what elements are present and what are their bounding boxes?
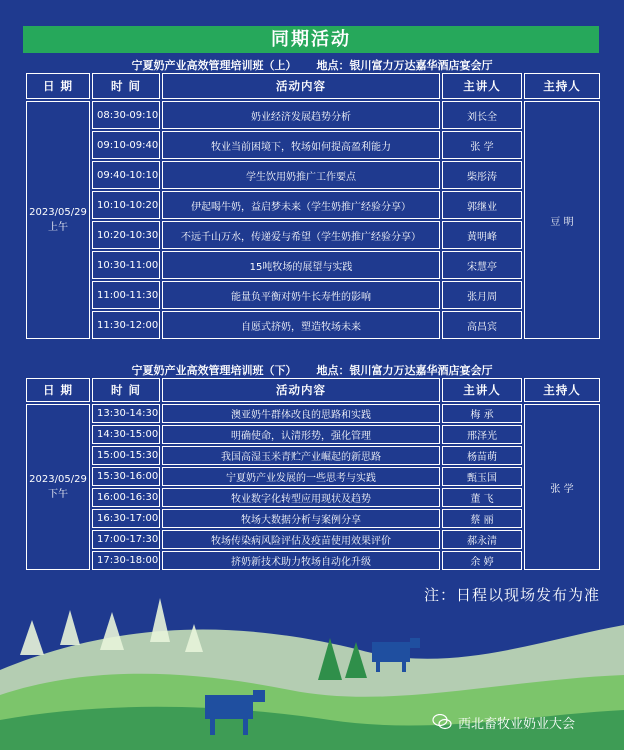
table-row xyxy=(26,311,600,339)
table-row xyxy=(26,161,600,189)
topic-cell: 我国高湿玉米青贮产业崛起的新思路 xyxy=(162,446,440,465)
wechat-icon xyxy=(432,714,452,730)
date-text: 2023/05/29 xyxy=(29,474,87,485)
topic-cell: 挤奶新技术助力牧场自动化升级 xyxy=(162,551,440,570)
time-cell: 15:30-16:00 xyxy=(92,467,160,486)
time-cell: 09:10-09:40 xyxy=(92,131,160,159)
session2-heading: 宁夏奶产业高效管理培训班（下） xyxy=(131,364,297,377)
time-cell: 17:00-17:30 xyxy=(92,530,160,549)
speaker-cell: 高昌宾 xyxy=(442,311,522,339)
topic-cell: 能量负平衡对奶牛长寿性的影响 xyxy=(162,281,440,309)
header-speaker: 主讲人 xyxy=(442,378,522,402)
table-row xyxy=(26,446,600,465)
topic-cell: 牧业数字化转型应用现状及趋势 xyxy=(162,488,440,507)
session1-heading: 宁夏奶产业高效管理培训班（上） xyxy=(131,59,297,72)
topic-cell: 牧场传染病风险评估及疫苗使用效果评价 xyxy=(162,530,440,549)
header-date: 日 期 xyxy=(26,378,90,402)
table-header-row xyxy=(26,378,600,402)
table-row xyxy=(26,101,600,129)
time-cell: 11:30-12:00 xyxy=(92,311,160,339)
time-cell: 14:30-15:00 xyxy=(92,425,160,444)
table-header-row xyxy=(26,73,600,99)
topic-cell: 不远千山万水，传递爱与希望（学生奶推广经验分享） xyxy=(162,221,440,249)
speaker-cell: 刘长全 xyxy=(442,101,522,129)
table-row xyxy=(26,551,600,570)
table-row xyxy=(26,425,600,444)
watermark xyxy=(432,711,575,733)
topic-cell: 自愿式挤奶，塑造牧场未来 xyxy=(162,311,440,339)
header-time: 时 间 xyxy=(92,73,160,99)
time-cell: 10:30-11:00 xyxy=(92,251,160,279)
table-row xyxy=(26,131,600,159)
date-cell xyxy=(26,404,90,570)
schedule-table-pm xyxy=(24,376,602,572)
table-row xyxy=(26,221,600,249)
time-cell: 13:30-14:30 xyxy=(92,404,160,423)
table-row xyxy=(26,404,600,423)
time-cell: 16:00-16:30 xyxy=(92,488,160,507)
session2-location: 地点：银川富力万达嘉华酒店宴会厅 xyxy=(316,364,493,377)
footnote: 注：日程以现场发布为准 xyxy=(423,586,600,604)
speaker-cell: 黄明峰 xyxy=(442,221,522,249)
topic-cell: 明确使命，认清形势，强化管理 xyxy=(162,425,440,444)
header-date: 日 期 xyxy=(26,73,90,99)
topic-cell: 学生饮用奶推广工作要点 xyxy=(162,161,440,189)
session1-location: 地点：银川富力万达嘉华酒店宴会厅 xyxy=(316,59,493,72)
watermark-text: 西北畜牧业奶业大会 xyxy=(458,716,576,732)
host-cell: 豆 明 xyxy=(524,101,600,339)
speaker-cell: 甄玉国 xyxy=(442,467,522,486)
speaker-cell: 宋慧亭 xyxy=(442,251,522,279)
table-row xyxy=(26,530,600,549)
table-row xyxy=(26,191,600,219)
header-topic: 活动内容 xyxy=(162,73,440,99)
speaker-cell: 蔡 丽 xyxy=(442,509,522,528)
period-text: 上午 xyxy=(48,222,68,233)
date-cell xyxy=(26,101,90,339)
topic-cell: 牧业当前困境下，牧场如何提高盈利能力 xyxy=(162,131,440,159)
time-cell: 08:30-09:10 xyxy=(92,101,160,129)
speaker-cell: 张月周 xyxy=(442,281,522,309)
time-cell: 16:30-17:00 xyxy=(92,509,160,528)
header-speaker: 主讲人 xyxy=(442,73,522,99)
speaker-cell: 邢泽光 xyxy=(442,425,522,444)
topic-cell: 伊起喝牛奶，益启梦未来（学生奶推广经验分享） xyxy=(162,191,440,219)
host-cell: 张 学 xyxy=(524,404,600,570)
date-text: 2023/05/29 xyxy=(29,207,87,218)
topic-cell: 澳亚奶牛群体改良的思路和实践 xyxy=(162,404,440,423)
schedule-table-am xyxy=(24,71,602,341)
table-row xyxy=(26,509,600,528)
time-cell: 11:00-11:30 xyxy=(92,281,160,309)
period-text: 下午 xyxy=(48,489,68,500)
speaker-cell: 柴彤涛 xyxy=(442,161,522,189)
time-cell: 15:00-15:30 xyxy=(92,446,160,465)
speaker-cell: 杨苗萌 xyxy=(442,446,522,465)
header-host: 主持人 xyxy=(524,73,600,99)
topic-cell: 15吨牧场的展望与实践 xyxy=(162,251,440,279)
speaker-cell: 郭继业 xyxy=(442,191,522,219)
table-row xyxy=(26,281,600,309)
table-row xyxy=(26,467,600,486)
time-cell: 10:20-10:30 xyxy=(92,221,160,249)
topic-cell: 牧场大数据分析与案例分享 xyxy=(162,509,440,528)
header-time: 时 间 xyxy=(92,378,160,402)
time-cell: 17:30-18:00 xyxy=(92,551,160,570)
time-cell: 09:40-10:10 xyxy=(92,161,160,189)
speaker-cell: 董 飞 xyxy=(442,488,522,507)
page-title: 同期活动 xyxy=(23,26,599,53)
table-row xyxy=(26,251,600,279)
topic-cell: 奶业经济发展趋势分析 xyxy=(162,101,440,129)
speaker-cell: 张 学 xyxy=(442,131,522,159)
header-host: 主持人 xyxy=(524,378,600,402)
header-topic: 活动内容 xyxy=(162,378,440,402)
speaker-cell: 余 婷 xyxy=(442,551,522,570)
time-cell: 10:10-10:20 xyxy=(92,191,160,219)
table-row xyxy=(26,488,600,507)
topic-cell: 宁夏奶产业发展的一些思考与实践 xyxy=(162,467,440,486)
speaker-cell: 郝永清 xyxy=(442,530,522,549)
speaker-cell: 梅 承 xyxy=(442,404,522,423)
